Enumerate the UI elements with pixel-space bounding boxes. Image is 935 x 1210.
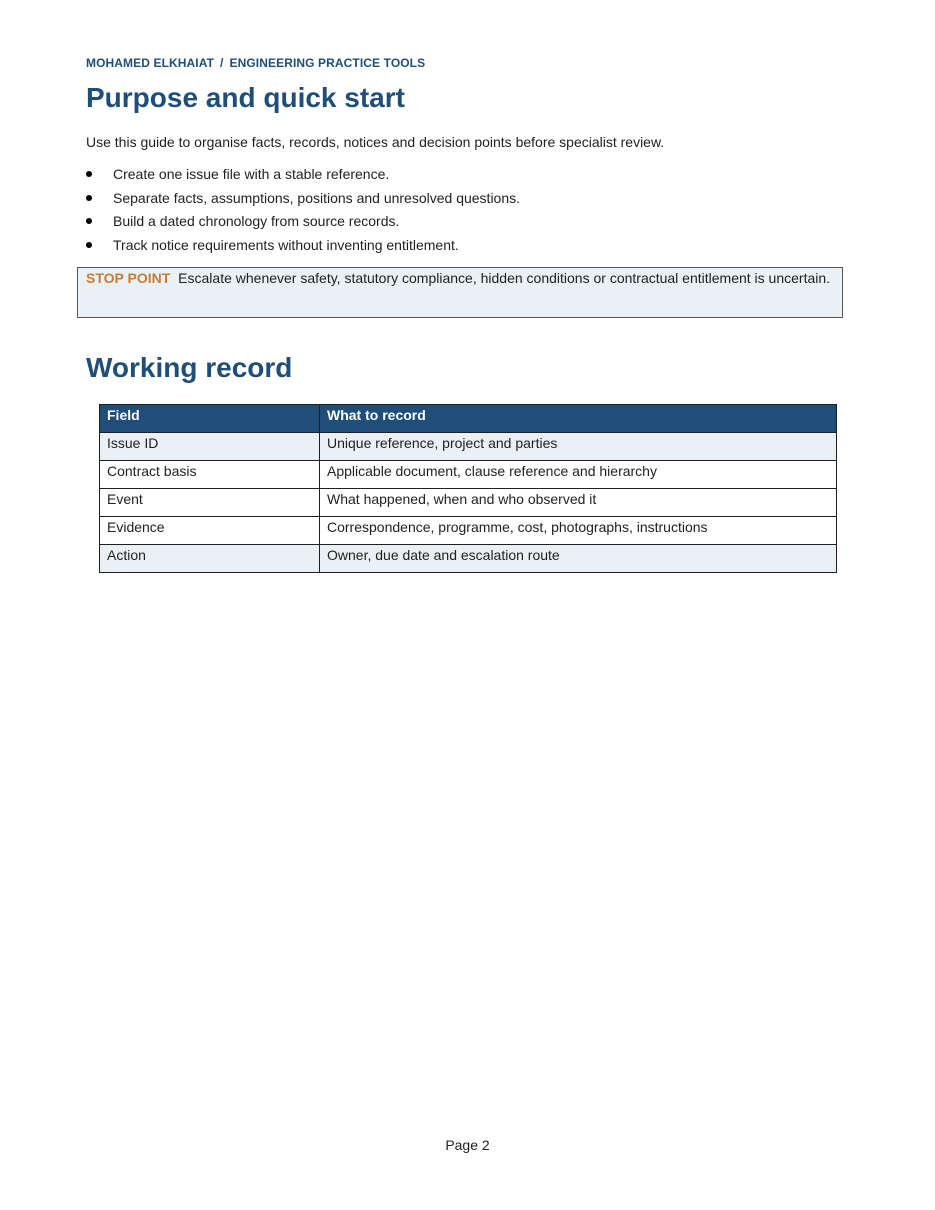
table-cell-field: Event xyxy=(100,489,320,517)
section-title-working-record: Working record xyxy=(86,352,293,383)
table-header-row xyxy=(100,405,837,433)
list-item xyxy=(86,212,520,236)
list-item xyxy=(86,165,520,189)
table-cell-description: Applicable document, clause reference and hierarchy xyxy=(320,461,837,489)
working-record-table xyxy=(99,404,837,573)
section-title-purpose: Purpose and quick start xyxy=(86,82,405,113)
callout-text: Escalate whenever safety, statutory compliance, hidden conditions or contractual entitlement is uncertain. xyxy=(178,270,831,286)
table-cell-field: Issue ID xyxy=(100,433,320,461)
bullet-icon xyxy=(86,171,92,177)
table-row xyxy=(100,517,837,545)
table-cell-description: Correspondence, programme, cost, photographs, instructions xyxy=(320,517,837,545)
list-item xyxy=(86,236,520,260)
bullet-icon xyxy=(86,195,92,201)
bullet-icon xyxy=(86,242,92,248)
header-series: ENGINEERING PRACTICE TOOLS xyxy=(229,56,426,70)
column-header-field: Field xyxy=(100,405,320,433)
callout-label: STOP POINT xyxy=(86,270,171,286)
list-item-text: Build a dated chronology from source records. xyxy=(113,213,400,229)
table-cell-field: Evidence xyxy=(100,517,320,545)
table-cell-description: Owner, due date and escalation route xyxy=(320,545,837,573)
page-number: Page 2 xyxy=(445,1137,490,1153)
quick-start-list xyxy=(86,165,520,259)
list-item xyxy=(86,189,520,213)
bullet-icon xyxy=(86,218,92,224)
table-row xyxy=(100,545,837,573)
list-item-text: Create one issue file with a stable reference. xyxy=(113,166,390,182)
list-item-text: Separate facts, assumptions, positions and unresolved questions. xyxy=(113,189,521,206)
stop-point-callout xyxy=(77,267,843,318)
table-row xyxy=(100,433,837,461)
table-row xyxy=(100,461,837,489)
list-item-text: Track notice requirements without inventing entitlement. xyxy=(113,236,459,253)
table-cell-field: Contract basis xyxy=(100,461,320,489)
table-row xyxy=(100,489,837,517)
header-author: MOHAMED ELKHAIAT xyxy=(86,56,215,70)
header-separator: / xyxy=(220,56,224,70)
table-cell-field: Action xyxy=(100,545,320,573)
column-header-what-to-record: What to record xyxy=(320,405,837,433)
table-cell-description: Unique reference, project and parties xyxy=(320,433,837,461)
running-header xyxy=(86,56,425,70)
table-cell-description: What happened, when and who observed it xyxy=(320,489,837,517)
intro-paragraph: Use this guide to organise facts, records, notices and decision points before specialist review. xyxy=(86,134,665,150)
